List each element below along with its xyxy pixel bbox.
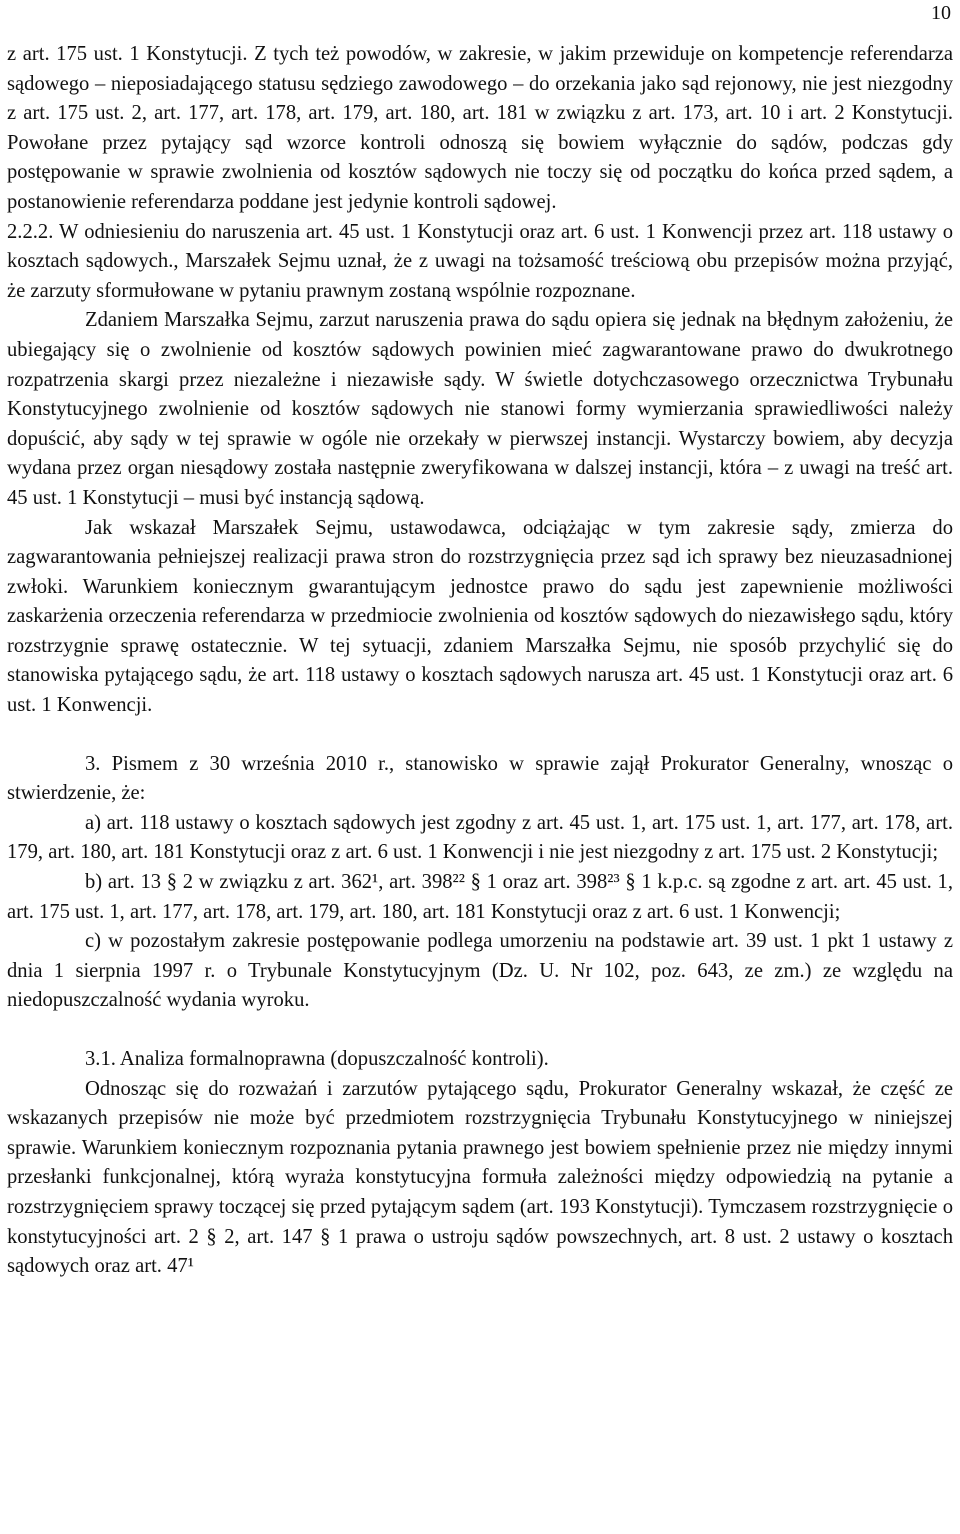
document-page [7,0,953,1534]
section-heading-3-1: 3.1. Analiza formalnoprawna (dopuszczalność kontroli). [85,1048,549,1070]
document-body [7,40,953,1282]
list-item-b: b) art. 13 § 2 w związku z art. 362¹, art. 398²² § 1 oraz art. 398²³ § 1 k.p.c. są zgodne z art. art. 45 ust. 1, art. 175 ust. 1, art. 177, art. 178, art. 179, art. 180, art. 181 Konstytucji oraz z art. 6 ust. 1 Konwencji; [7,871,953,923]
paragraph-marshal-opinion: Zdaniem Marszałka Sejmu, zarzut naruszenia prawa do sądu opiera się jednak na błędnym założeniu, że ubiegający się o zwolnienie od kosztów sądowych powinien mieć zagwarantowane prawo do dwukrotnego rozpatrzenia skargi przez niezależne i niezawisłe sądy. W świetle dotychczasowego orzecznictwa Trybunału Konstytucyjnego zwolnienie od kosztów sądowych nie stanowi formy wymierzania sprawiedliwości należy dopuścić, aby sądy w tej sprawie w ogóle nie orzekały w pierwszej instancji. Wystarczy bowiem, aby decyzja wydana przez organ niesądowy została następnie zweryfikowana w dalszej instancji, która – z uwagi na treść art. 45 ust. 1 Konstytucji – musi być instancją sądową. [7,309,953,509]
page-number: 10 [931,2,951,24]
paragraph-article-175-conclusion: z art. 175 ust. 1 Konstytucji. Z tych też powodów, w zakresie, w jakim przewiduje on kompetencje referendarza sądowego – nieposiadającego statusu sędziego zawodowego – do orzekania jako sąd rejonowy, nie jest niezgodny z art. 175 ust. 2, art. 177, art. 178, art. 179, art. 180, art. 181 w związku z art. 173, art. 10 i art. 2 Konstytucji. Powołane przez pytający sąd wzorce kontroli odnoszą się bowiem wyłącznie do sądów, podczas gdy postępowanie w sprawie zwolnienia od kosztów sądowych nie toczy się od początku do końca przed sądem, a postanowienie referendarza poddane jest jedynie kontroli sądowej. [7,43,953,213]
list-item-c: c) w pozostałym zakresie postępowanie podlega umorzeniu na podstawie art. 39 ust. 1 pkt 1 ustawy z dnia 1 sierpnia 1997 r. o Trybunale Konstytucyjnym (Dz. U. Nr 102, poz. 643, ze zm.) ze względu na niedopuszczalność wydania wyroku. [7,930,953,1012]
paragraph-2-2-2-fair-trial: 2.2.2. W odniesieniu do naruszenia art. 45 ust. 1 Konstytucji oraz art. 6 ust. 1 Konwencji przez art. 118 ustawy o kosztach sądowych., Marszałek Sejmu uznał, że z uwagi na tożsamość treściową obu przepisów można przyjąć, że zarzuty sformułowane w pytaniu prawnym zostaną wspólnie rozpoznane. [7,220,953,302]
list-item-a: a) art. 118 ustawy o kosztach sądowych jest zgodny z art. 45 ust. 1, art. 175 ust. 1, art. 177, art. 178, art. 179, art. 180, art. 181 Konstytucji oraz z art. 6 ust. 1 Konwencji i nie jest niezgodny z art. 175 ust. 2 Konstytucji; [7,811,953,864]
paragraph-3-prosecutor-general: 3. Pismem z 30 września 2010 r., stanowisko w sprawie zajął Prokurator Generalny, wnosząc o stwierdzenie, że: [7,752,953,805]
paragraph-formal-analysis: Odnosząc się do rozważań i zarzutów pytającego sądu, Prokurator Generalny wskazał, że część ze wskazanych przepisów nie może być przedmiotem rozstrzygnięcia Trybunału Konstytucyjnego w niniejszej sprawie. Warunkiem koniecznym rozpoznania pytania prawnego jest bowiem spełnienie przez nie między innymi przesłanki funkcjonalnej, którą wyraża konstytucyjna formuła zależności między odpowiedzią na pytanie a rozstrzygnięciem sprawy toczącej się przed pytającym sądem (art. 193 Konstytucji). Tymczasem rozstrzygnięcie o konstytucyjności art. 2 § 2, art. 147 § 1 prawa o ustroju sądów powszechnych, art. 8 ust. 2 ustawy o kosztach sądowych oraz art. 47¹ [7,1077,953,1278]
paragraph-legislator-intent: Jak wskazał Marszałek Sejmu, ustawodawca, odciążając w tym zakresie sądy, zmierza do zagwarantowania pełniejszej realizacji prawa stron do rozstrzygnięcia przez sąd ich sprawy bez nieuzasadnionej zwłoki. Warunkiem koniecznym gwarantującym jednostce prawo do sądu jest zapewnienie możliwości zaskarżenia orzeczenia referendarza w przedmiocie zwolnienia od kosztów sądowych do niezawisłego sądu, który rozstrzygnie sprawę ostatecznie. W tej sytuacji, zdaniem Marszałka Sejmu, nie sposób przychylić się do stanowiska pytającego sądu, że art. 118 ustawy o kosztach sądowych narusza art. 45 ust. 1 Konstytucji oraz art. 6 ust. 1 Konwencji. [7,516,953,717]
